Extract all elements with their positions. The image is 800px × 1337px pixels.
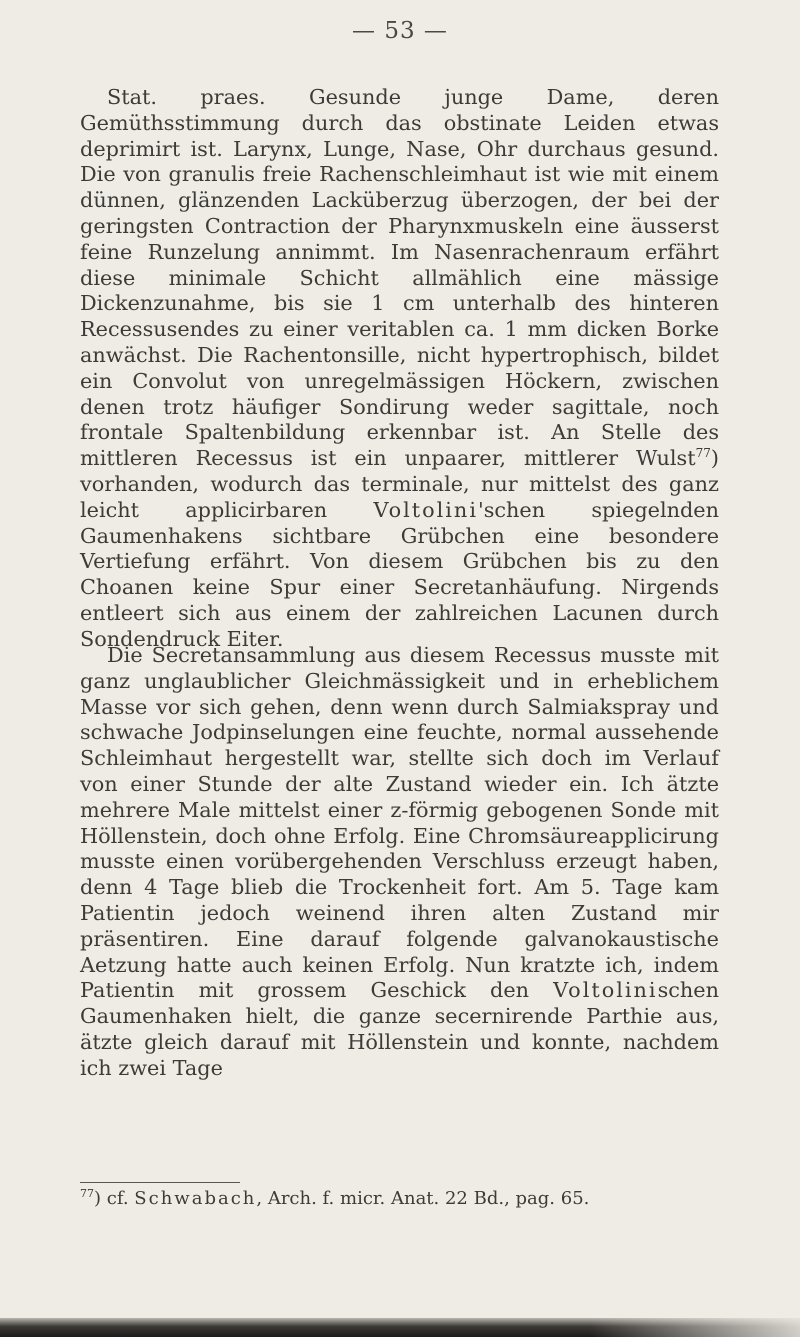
paragraph-1 [80, 85, 719, 653]
page-number: — 53 — [352, 18, 448, 44]
scan-edge-fade [590, 1318, 800, 1337]
text-segment: Stat. praes. Gesunde junge Dame, deren Gemüthsstimmung durch das obstinate Leiden etwas deprimirt ist. Larynx, Lunge, Nase, Ohr durchaus gesund. Die von granulis freie Rachenschleimhaut ist wie mit einem dünnen, glänzenden Lacküberzug überzogen, der bei der geringsten Contraction der Pharynxmuskeln eine äusserst feine Runzelung annimmt. Im Nasenrachenraum erfährt diese minimale Schicht allmählich eine mässige Dickenzunahme, bis sie 1 cm unterhalb des hinteren Recessusendes zu einer veritablen ca. 1 mm dicken Borke anwächst. Die Rachentonsille, nicht hypertrophisch, bildet ein Convolut von unregelmässigen Höckern, zwischen denen trotz häufiger Sondirung weder sagittale, noch frontale Spaltenbildung erkennbar ist. An Stelle des mittleren Recessus ist ein unpaarer, mittlerer Wulst [80, 85, 719, 471]
text-segment: ) vorhanden, wodurch das terminale, nur mittelst des ganz leicht applicirbaren [80, 446, 719, 522]
footnote-marker: 77 [80, 1187, 94, 1200]
scan-edge-shadow [0, 1318, 800, 1337]
footnote-citation: , Arch. f. micr. Anat. 22 Bd., pag. 65. [256, 1188, 590, 1209]
footnote-author: Schwabach [134, 1188, 257, 1209]
footnote-reference: 77 [695, 446, 711, 461]
paragraph-1-text [80, 85, 719, 653]
footnote [80, 1188, 719, 1210]
paragraph-2-text [80, 643, 719, 1082]
footnote-divider [80, 1182, 240, 1183]
text-segment: Die Secretansammlung aus diesem Recessus musste mit ganz unglaublicher Gleichmässigkeit und in erheblichem Masse vor sich gehen, denn wenn durch Salmiakspray und schwache Jodpinselungen eine feuchte, normal aussehende Schleimhaut hergestellt war, stellte sich doch im Verlauf von einer Stunde der alte Zustand wieder ein. Ich ätzte mehrere Male mittelst einer z-förmig gebogenen Sonde mit Höllenstein, doch ohne Erfolg. Eine Chromsäureapplicirung musste einen vorübergehenden Verschluss erzeugt haben, denn 4 Tage blieb die Trockenheit fort. Am 5. Tage kam Patientin jedoch weinend ihren alten Zustand mir präsentiren. Eine darauf folgende galvanokaustische Aetzung hatte auch keinen Erfolg. Nun kratzte ich, indem Patientin mit grossem Geschick den [80, 643, 719, 1003]
spaced-name: Voltolini [373, 497, 478, 522]
text-segment: schen Gaumenhaken hielt, die ganze secernirende Parthie aus, ätzte gleich darauf mit Höllenstein und konnte, nachdem ich zwei Tage [80, 978, 719, 1080]
paragraph-2 [80, 643, 719, 1082]
footnote-prefix: ) cf. [94, 1188, 135, 1209]
spaced-name: Voltolini [553, 978, 658, 1003]
text-segment: 'schen spiegelnden Gaumenhakens sichtbare Grübchen eine besondere Vertiefung erfährt. Von diesem Grübchen bis zu den Choanen keine Spur einer Secretanhäufung. Nirgends entleert sich aus einem der zahlreichen Lacunen durch Sondendruck Eiter. [80, 497, 720, 651]
